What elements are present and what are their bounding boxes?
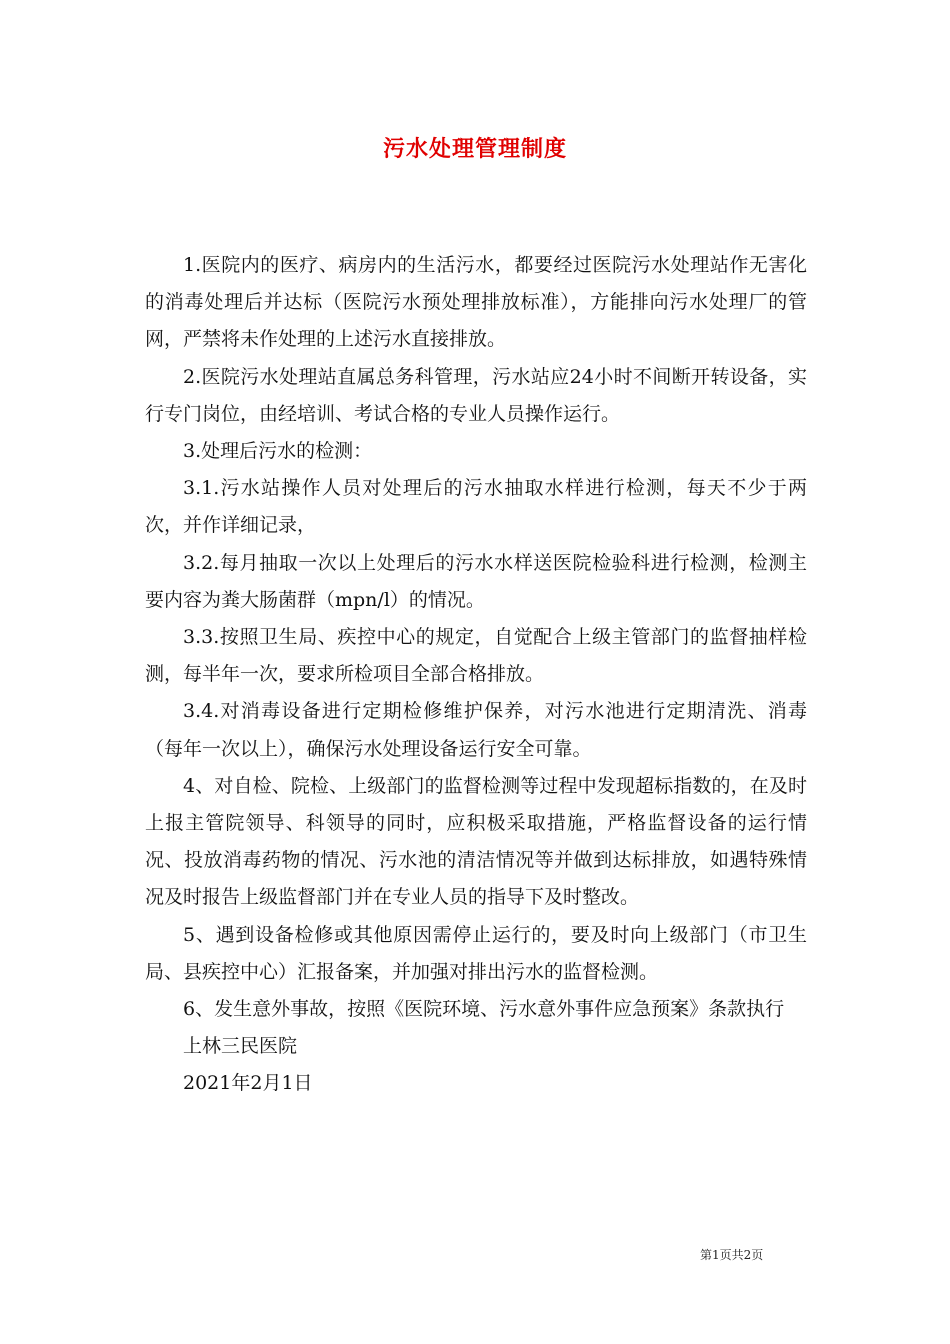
paragraph-3-3: 3.3.按照卫生局、疾控中心的规定，自觉配合上级主管部门的监督抽样检测，每半年一次，要求所检项目全部合格排放。 [145,626,807,686]
paragraph-3-4: 3.4.对消毒设备进行定期检修维护保养，对污水池进行定期清洗、消毒（每年一次以上），确保污水处理设备运行安全可靠。 [145,700,807,760]
page-indicator: 第1页共2页 [700,1248,764,1262]
paragraph-5: 5、遇到设备检修或其他原因需停止运行的，要及时向上级部门（市卫生局、县疾控中心）汇报备案，并加强对排出污水的监督检测。 [145,923,807,983]
signature: 上林三民医院 [183,1035,298,1058]
paragraph-1: 1.医院内的医疗、病房内的生活污水，都要经过医院污水处理站作无害化的消毒处理后并达标（医院污水预处理排放标准），方能排向污水处理厂的管网，严禁将未作处理的上述污水直接排放。 [145,254,807,351]
paragraph-3-2: 3.2.每月抽取一次以上处理后的污水水样送医院检验科进行检测，检测主要内容为粪大肠菌群（mpn/l）的情况。 [145,551,807,611]
paragraph-4: 4、对自检、院检、上级部门的监督检测等过程中发现超标指数的，在及时上报主管院领导、科领导的同时，应积极采取措施，严格监督设备的运行情况、投放消毒药物的情况、污水池的清洁情况等并做到达标排放，如遇特殊情况及时报告上级监督部门并在专业人员的指导下及时整改。 [145,774,807,909]
document-title: 污水处理管理制度 [382,136,567,162]
paragraph-3-1: 3.1.污水站操作人员对处理后的污水抽取水样进行检测，每天不少于两次，并作详细记录， [145,477,807,537]
paragraph-6: 6、发生意外事故，按照《医院环境、污水意外事件应急预案》条款执行 [183,998,785,1021]
document-body [145,247,807,1103]
paragraph-3: 3.处理后污水的检测： [183,440,373,463]
document-date: 2021年2月1日 [183,1072,313,1095]
paragraph-2: 2.医院污水处理站直属总务科管理，污水站应24小时不间断开转设备，实行专门岗位，由经培训、考试合格的专业人员操作运行。 [145,365,807,425]
